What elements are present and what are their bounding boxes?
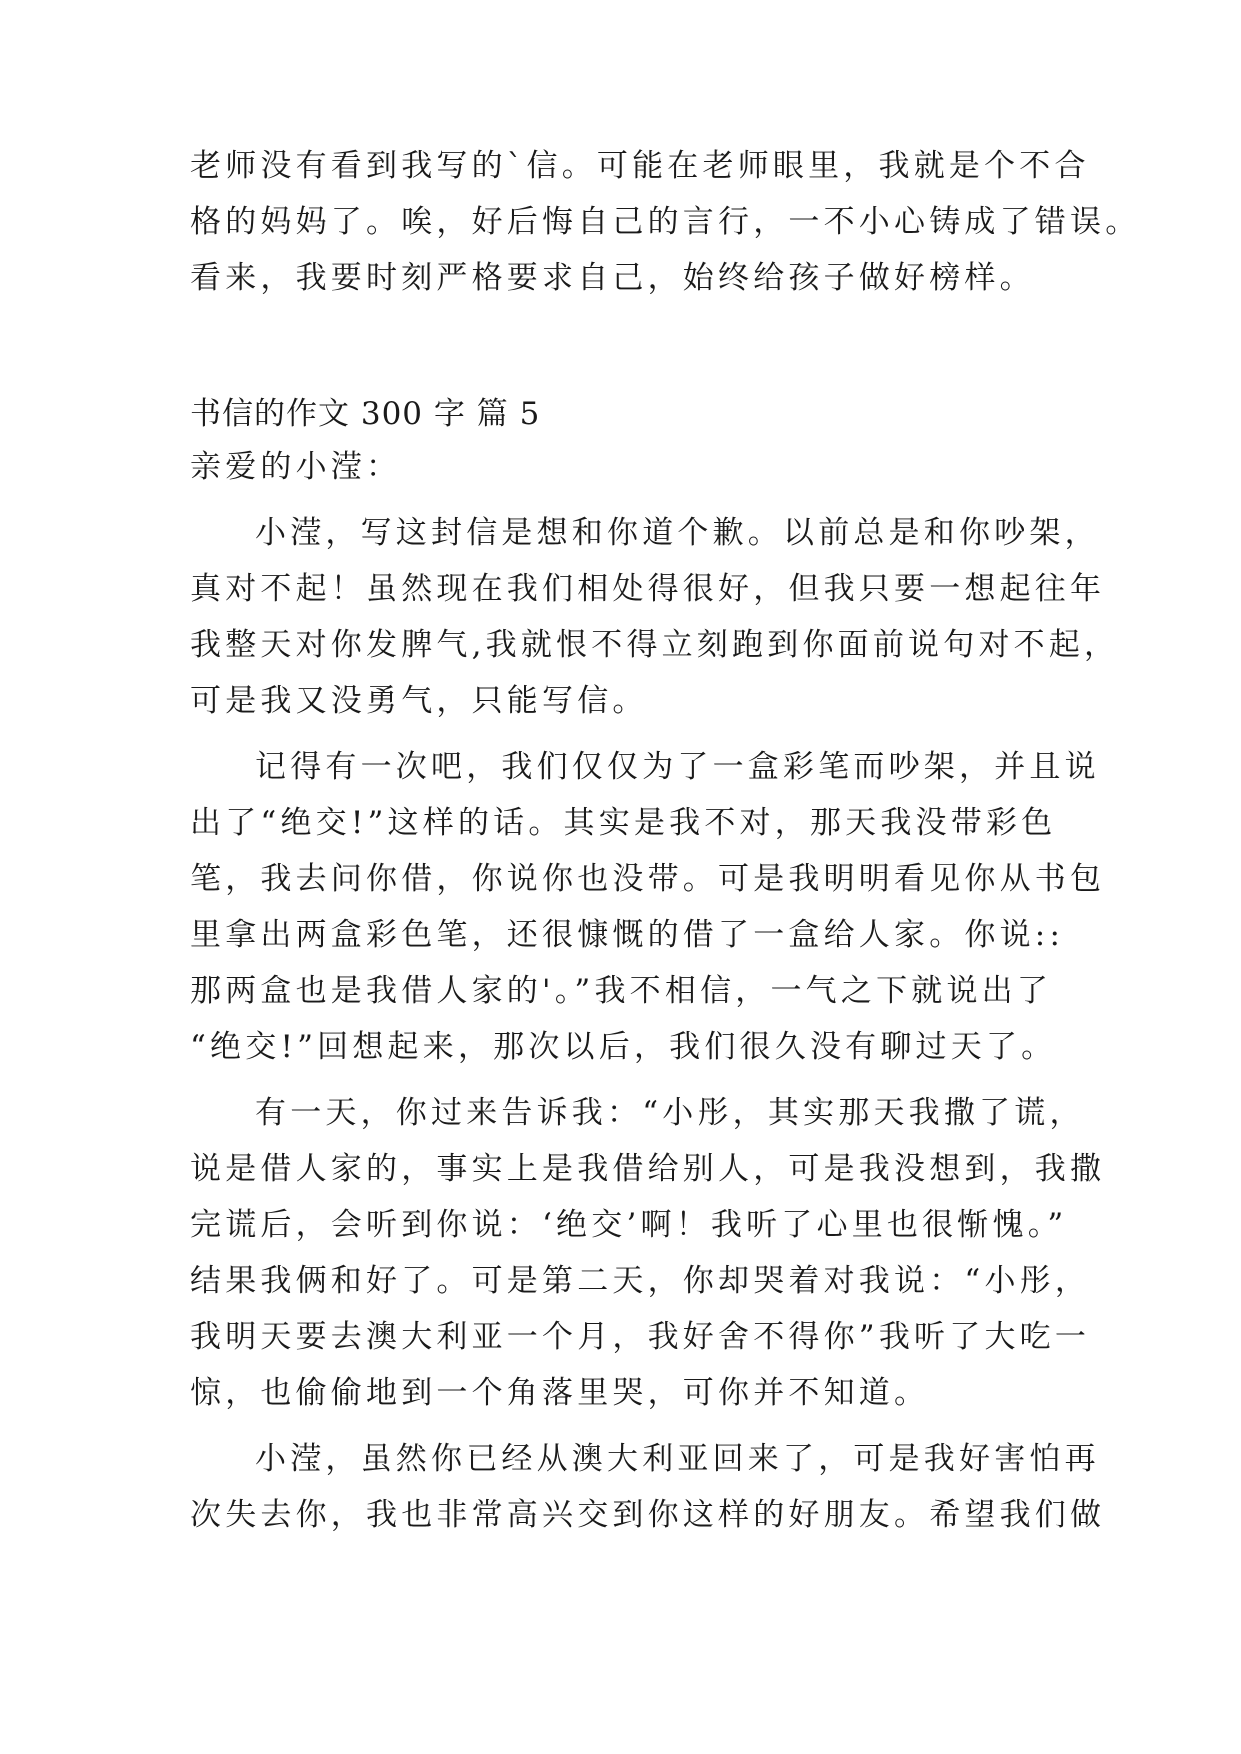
text-line: 次失去你，我也非常高兴交到你这样的好朋友。希望我们做 [190, 1497, 1106, 1533]
paragraph-start: 小滢，写这封信是想和你道个歉。以前总是和你吵架， [255, 515, 1100, 551]
text-line: 里拿出两盒彩色笔，还很慷慨的借了一盒给人家。你说:: [190, 917, 1065, 953]
text-line: 出了“绝交!”这样的话。其实是我不对，那天我没带彩色 [190, 805, 1057, 841]
paragraph-start: 小滢，虽然你已经从澳大利亚回来了，可是我好害怕再 [255, 1441, 1100, 1477]
text-line: 老师没有看到我写的`信。可能在老师眼里，我就是个不合 [190, 148, 1090, 184]
paragraph-start: 有一天，你过来告诉我：“小彤，其实那天我撒了谎， [255, 1095, 1085, 1131]
text-line: 笔，我去问你借，你说你也没带。可是我明明看见你从书包 [190, 861, 1106, 897]
text-line: 看来，我要时刻严格要求自己，始终给孩子做好榜样。 [190, 260, 1035, 296]
text-line: 结果我俩和好了。可是第二天，你却哭着对我说：“小彤， [190, 1263, 1091, 1299]
text-line: 惊，也偷偷地到一个角落里哭，可你并不知道。 [190, 1375, 930, 1411]
text-line: 我明天要去澳大利亚一个月，我好舍不得你”我听了大吃一 [190, 1319, 1091, 1355]
text-line: “绝交!”回想起来，那次以后，我们很久没有聊过天了。 [190, 1029, 1057, 1065]
text-line: 我整天对你发脾气,我就恨不得立刻跑到你面前说句对不起， [190, 627, 1120, 663]
text-line: 说是借人家的，事实上是我借给别人，可是我没想到，我撒 [190, 1151, 1106, 1187]
text-line: 可是我又没勇气，只能写信。 [190, 683, 648, 719]
text-line: 那两盒也是我借人家的'。”我不相信，一气之下就说出了 [190, 973, 1053, 1009]
text-line: 真对不起！虽然现在我们相处得很好，但我只要一想起往年 [190, 571, 1106, 607]
salutation: 亲爱的小滢： [190, 449, 402, 485]
paragraph-start: 记得有一次吧，我们仅仅为了一盒彩笔而吵架，并且说 [255, 749, 1100, 785]
text-line: 格的妈妈了。唉，好后悔自己的言行，一不小心铸成了错误。 [190, 204, 1141, 240]
section-heading: 书信的作文 300 字 篇 5 [190, 396, 541, 432]
text-line: 完谎后，会听到你说：‘绝交’啊！我听了心里也很惭愧。” [190, 1207, 1068, 1243]
